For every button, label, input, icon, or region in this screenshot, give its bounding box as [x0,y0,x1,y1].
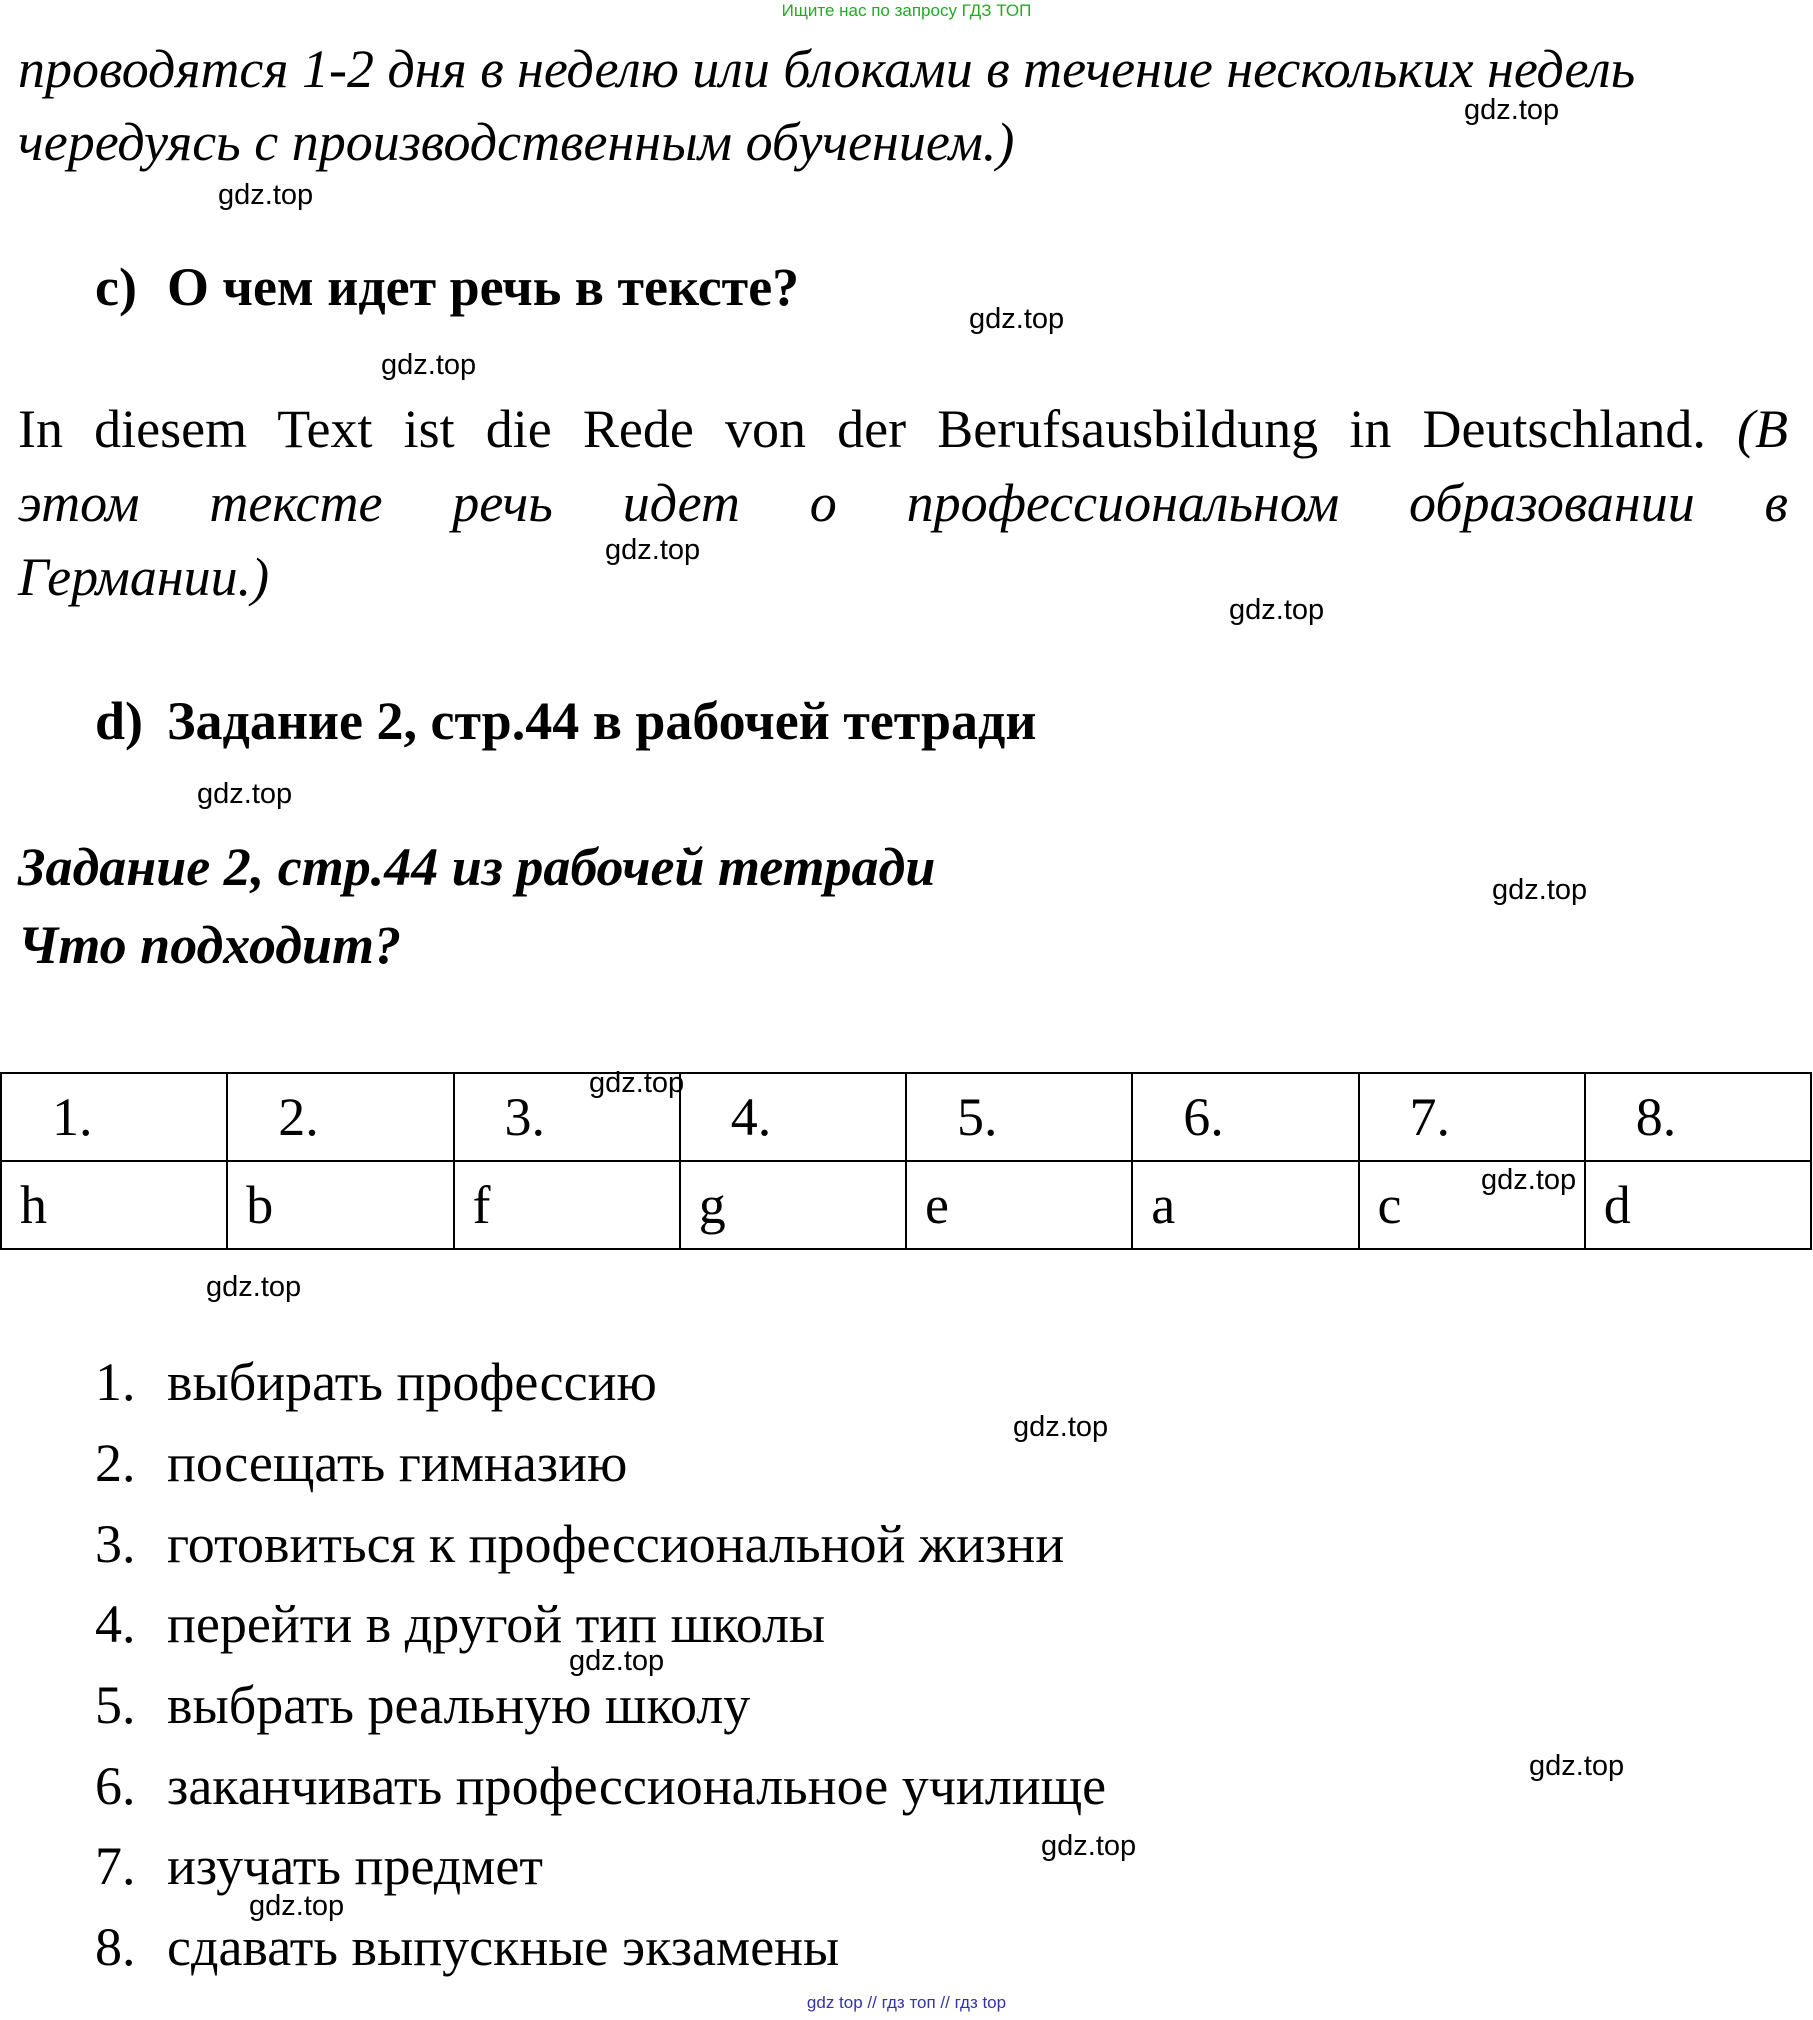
watermark: gdz.top [1041,1830,1137,1862]
list-item-number: 5. [95,1675,136,1735]
top-banner: Ищите нас по запросу ГДЗ ТОП [781,1,1032,20]
table-cell-letter: f [454,1161,680,1249]
table-cell-number: 5. [906,1073,1132,1161]
table-cell-letter: e [906,1161,1132,1249]
section-c-title: О чем идет речь в тексте? [167,257,800,317]
table-cell-number: 4. [680,1073,906,1161]
watermark: gdz.top [1013,1411,1109,1443]
watermark: gdz.top [1229,594,1325,626]
section-c-translation-middle: этом тексте речь идет о профессиональном образовании в [18,473,1788,533]
table-cell-number: 8. [1585,1073,1811,1161]
section-d-letter: d) [95,691,144,751]
table-cell-number: 3. [454,1073,680,1161]
list-item-text: сдавать выпускные экзамены [167,1917,840,1977]
watermark: gdz.top [1464,94,1560,126]
matching-table [0,1072,1812,1250]
watermark: gdz.top [381,349,477,381]
list-item-text: перейти в другой тип школы [167,1594,826,1654]
watermark: gdz.top [206,1271,302,1303]
list-item-number: 1. [95,1352,136,1412]
watermark: gdz.top [1492,874,1588,906]
task-question: Что подходит? [18,915,402,975]
section-c-answer-line-2 [18,472,1788,534]
list-item-text: заканчивать профессиональное училище [167,1756,1107,1816]
watermark: gdz.top [1481,1164,1577,1196]
section-d-heading [95,690,1036,752]
watermark: gdz.top [1529,1750,1625,1782]
table-cell-letter: d [1585,1161,1811,1249]
table-cell-letter: b [227,1161,453,1249]
list-item-text: выбрать реальную школу [167,1675,751,1735]
table-row-numbers [1,1073,1811,1161]
watermark: gdz.top [969,303,1065,335]
list-item-text: изучать предмет [167,1836,543,1896]
list-item [95,1674,750,1736]
section-c-answer-german: In diesem Text ist die Rede von der Berufsausbildung in Deutschland. [18,399,1706,459]
section-c-translation-start: (В [1737,399,1789,459]
list-item-number: 8. [95,1917,136,1977]
list-item [95,1835,543,1897]
section-c-heading [95,256,799,318]
section-c-letter: c) [95,257,137,317]
list-item [95,1755,1106,1817]
table-cell-number: 7. [1359,1073,1585,1161]
watermark: gdz.top [569,1645,665,1677]
table-cell-number: 1. [1,1073,227,1161]
list-item-number: 4. [95,1594,136,1654]
list-item [95,1351,657,1413]
table-cell-letter: g [680,1161,906,1249]
intro-line-1: проводятся 1-2 дня в неделю или блоками в течение нескольких недель [18,39,1636,99]
table-cell-letter: c [1359,1161,1585,1249]
section-c-translation-end: Германии.) [18,547,270,607]
task-title: Задание 2, стр.44 из рабочей тетради [18,837,936,897]
list-item [95,1916,839,1978]
list-item-number: 3. [95,1514,136,1574]
list-item-number: 2. [95,1433,136,1493]
section-c-answer-line-1 [18,398,1788,460]
watermark: gdz.top [218,179,314,211]
watermark: gdz.top [249,1890,345,1922]
intro-line-2: чередуясь с производственным обучением.) [18,112,1015,172]
list-item-number: 6. [95,1756,136,1816]
list-item-text: выбирать профессию [167,1352,657,1412]
list-item-text: готовиться к профессиональной жизни [167,1514,1065,1574]
watermark: gdz.top [197,778,293,810]
list-item-number: 7. [95,1836,136,1896]
list-item [95,1513,1064,1575]
table-cell-number: 6. [1132,1073,1358,1161]
watermark: gdz.top [589,1067,685,1099]
table-cell-number: 2. [227,1073,453,1161]
section-d-title: Задание 2, стр.44 в рабочей тетради [167,691,1037,751]
watermark: gdz.top [605,534,701,566]
list-item-text: посещать гимназию [167,1433,628,1493]
list-item [95,1432,627,1494]
table-cell-letter: h [1,1161,227,1249]
list-item [95,1593,825,1655]
table-cell-letter: a [1132,1161,1358,1249]
bottom-footer: gdz top // гдз топ // гдз top [806,1993,1007,2012]
